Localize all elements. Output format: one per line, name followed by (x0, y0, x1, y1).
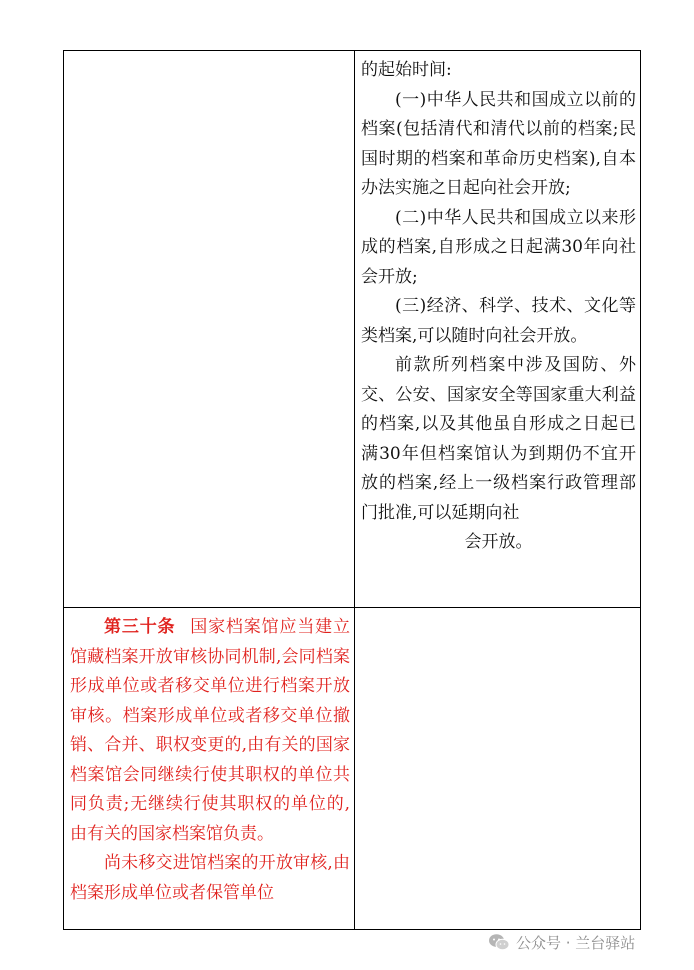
left-cell-new-text (70, 613, 350, 908)
right-cell-old-text (361, 56, 636, 558)
column-divider (354, 51, 355, 929)
paragraph-item-2: (二)中华人民共和国成立以来形成的档案,自形成之日起满30年向社会开放; (361, 207, 636, 287)
paragraph-item-3: (三)经济、科学、技术、文化等类档案,可以随时向社会开放。 (361, 296, 636, 346)
article-body: 国家档案馆应当建立馆藏档案开放审核协同机制,会同档案形成单位或者移交单位进行档案开放审核。档案形成单位或者移交单位撤销、合并、职权变更的,由有关的国家档案馆会同继续行使其职权的单位共同负责;无继续行使其职权的单位的,由有关的国家档案馆负责。 (70, 617, 351, 844)
watermark-text: 公众号 · 兰台驿站 (516, 933, 636, 952)
row-divider (64, 607, 640, 608)
article-title: 第三十条 (104, 617, 176, 637)
paragraph-tail: 会开放。 (464, 532, 533, 552)
comparison-table (63, 50, 641, 930)
watermark (488, 930, 635, 954)
text-line: 的起始时间: (361, 60, 452, 80)
paragraph-exception: 前款所列档案中涉及国防、外交、公安、国家安全等国家重大利益的档案,以及其他虽自形成之日起已满30年但档案馆认为到期仍不宜开放的档案,经上一级档案行政管理部门批准,可以延期向社 (361, 355, 636, 523)
article-paragraph-2: 尚未移交进馆档案的开放审核,由档案形成单位或者保管单位 (70, 853, 350, 903)
paragraph-item-1: (一)中华人民共和国成立以前的档案(包括清代和清代以前的档案;民国时期的档案和革命历史档案),自本办法实施之日起向社会开放; (361, 89, 636, 198)
wechat-icon (488, 933, 510, 951)
article-paragraph-1 (70, 613, 350, 849)
